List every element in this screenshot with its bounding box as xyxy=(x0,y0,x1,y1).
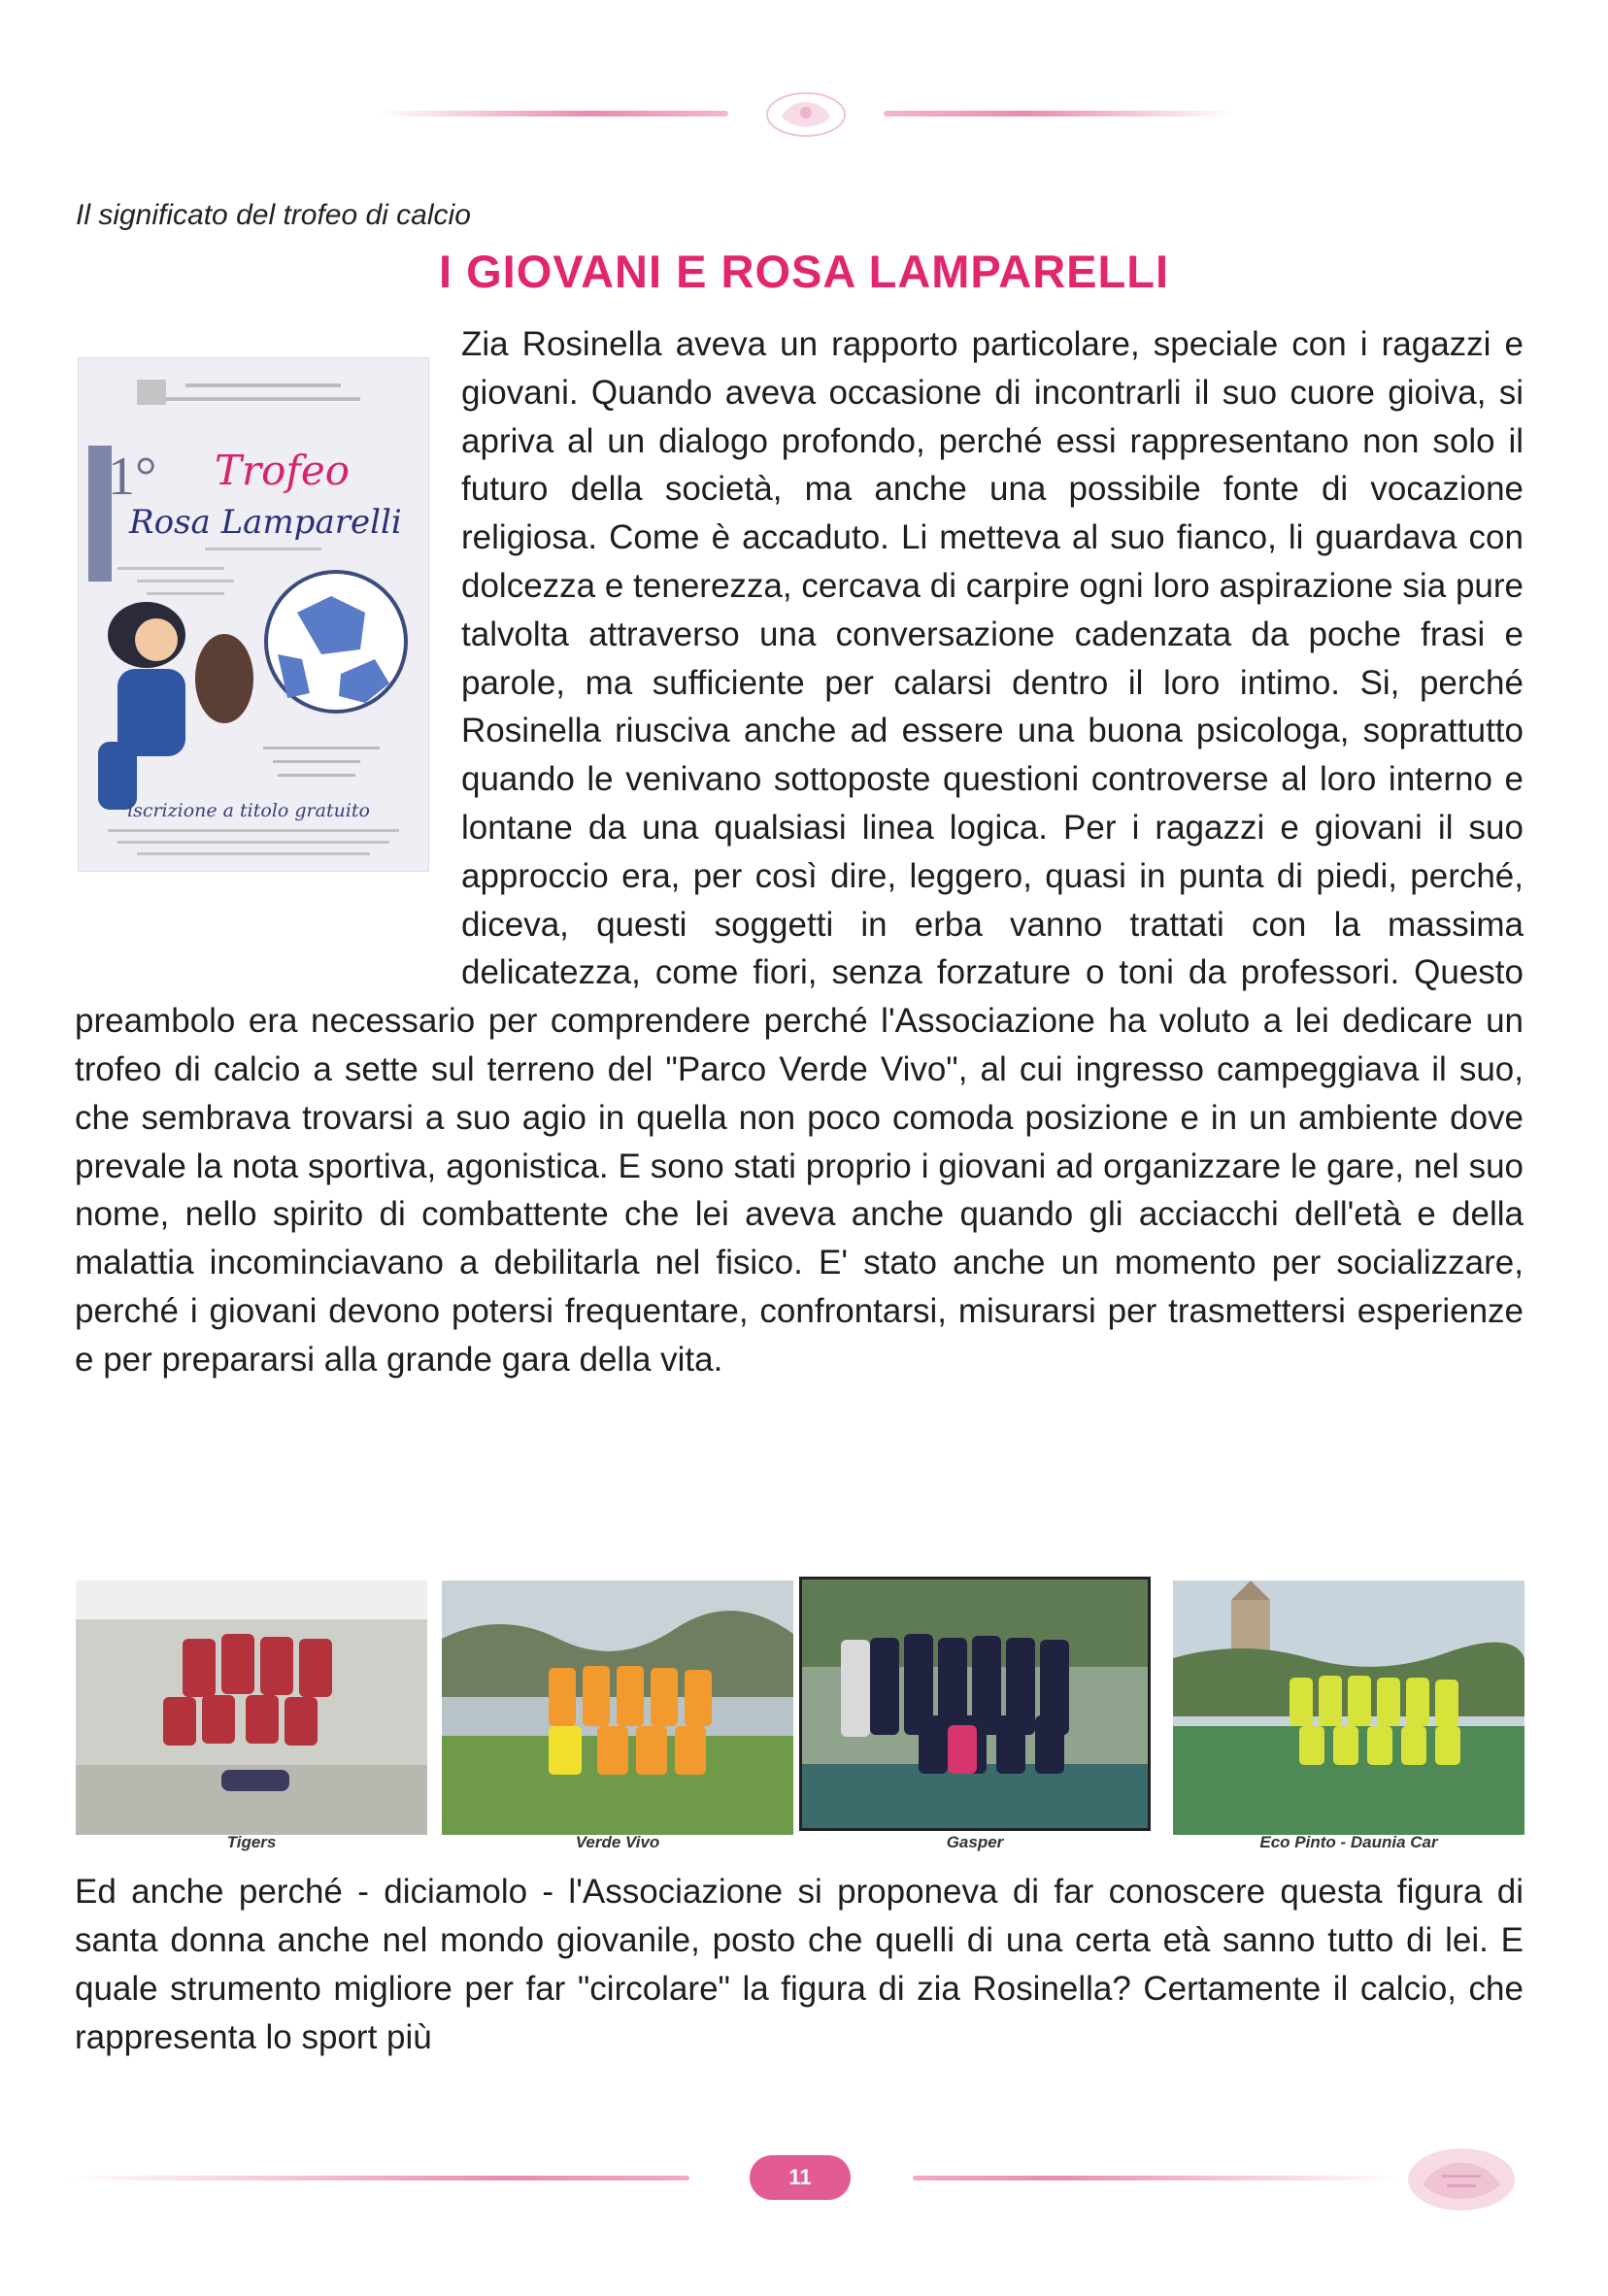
team-photo-tigers xyxy=(76,1581,427,1835)
footer-line-right xyxy=(913,2176,1398,2180)
poster-footer-text: iscrizione a titolo gratuito xyxy=(127,800,370,821)
page-number: 11 xyxy=(750,2155,851,2200)
ornament-line-left xyxy=(379,111,728,116)
photo-caption-1: Tigers xyxy=(226,1833,277,1851)
team-photo-verde-vivo xyxy=(442,1581,793,1835)
team-photo-gasper xyxy=(799,1577,1151,1831)
photo-caption-4: Eco Pinto - Daunia Car xyxy=(1259,1833,1438,1851)
ornament-line-right xyxy=(884,111,1233,116)
poster-ordinal: 1° xyxy=(108,447,157,507)
footer-emblem-icon xyxy=(1398,2136,1524,2223)
poster-wrap-spacer xyxy=(75,320,461,951)
ornament-emblem-icon xyxy=(743,87,869,142)
article-body-paragraph-2: Ed anche perché - diciamolo - l'Associazione si proponeva di far conoscere questa figura di santa donna anche nel mondo giovanile, posto che quelli di una certa età sanno tutto di lei. E quale strumento migliore per far "circolare" la figura di zia Rosinella? Certamente il calcio, che rappresenta lo sport più xyxy=(75,1873,1524,2056)
article-kicker: Il significato del trofeo di calcio xyxy=(76,199,471,231)
footer-line-left xyxy=(68,2176,689,2180)
poster-title-line2: Rosa Lamparelli xyxy=(129,503,402,542)
article-body-paragraph-1 xyxy=(75,320,1524,1384)
photo-caption-3: Gasper xyxy=(946,1833,1004,1851)
paragraph-1-text: Zia Rosinella aveva un rapporto particolare, speciale con i ragazzi e giovani. Quando aveva occasione di incontrarli il suo cuore gioiva, si apriva al un dialogo profondo, perché essi rappresentano non solo il futuro della società, ma anche una possibile fonte di vocazione religiosa. Come è accaduto. Li metteva al suo fianco, li guardava con dolcezza e tenerezza, cercava di carpire ogni loro aspirazione sia pure talvolta attraverso una conversazione cadenzata da poche frasi e parole, ma sufficiente per calarsi dentro il loro intimo. Si, perché Rosinella riusciva anche ad essere una buona psicologa, soprattutto quando le venivano sottoposte questioni controverse al loro interno e lontane da una qualsiasi linea logica. Per i ragazzi e giovani il suo approccio era, per così dire, leggero, quasi in punta di piedi, perché, diceva, questi soggetti in erba vanno trattati con la massima delicatezza, come fiori, senza forzature o toni da professori. Questo preambolo era necessario per comprendere perché l'Associazione ha voluto a lei dedicare un trofeo di calcio a sette sul terreno del "Parco Verde Vivo", al cui ingresso campeggiava il suo, che sembrava trovarsi a suo agio in quella non poco comoda posizione e in un ambiente dove prevale la nota sportiva, agonistica. E sono stati proprio i giovani ad organizzare le gare, nel suo nome, nello spirito di combattente che lei aveva anche quando gli acciacchi dell'età e della malattia incominciavano a debilitarla nel fisico. E' stato anche un momento per socializzare, perché i giovani devono potersi frequentare, confrontarsi, misurarsi per trasmettersi esperienze e per prepararsi alla grande gara della vita. xyxy=(75,325,1524,1379)
header-ornament xyxy=(379,87,1233,146)
poster-title-line1: Trofeo xyxy=(215,447,351,494)
team-photo-eco-pinto xyxy=(1173,1581,1524,1835)
photo-caption-2: Verde Vivo xyxy=(575,1833,660,1851)
article-title: I GIOVANI E ROSA LAMPARELLI xyxy=(438,246,1170,297)
